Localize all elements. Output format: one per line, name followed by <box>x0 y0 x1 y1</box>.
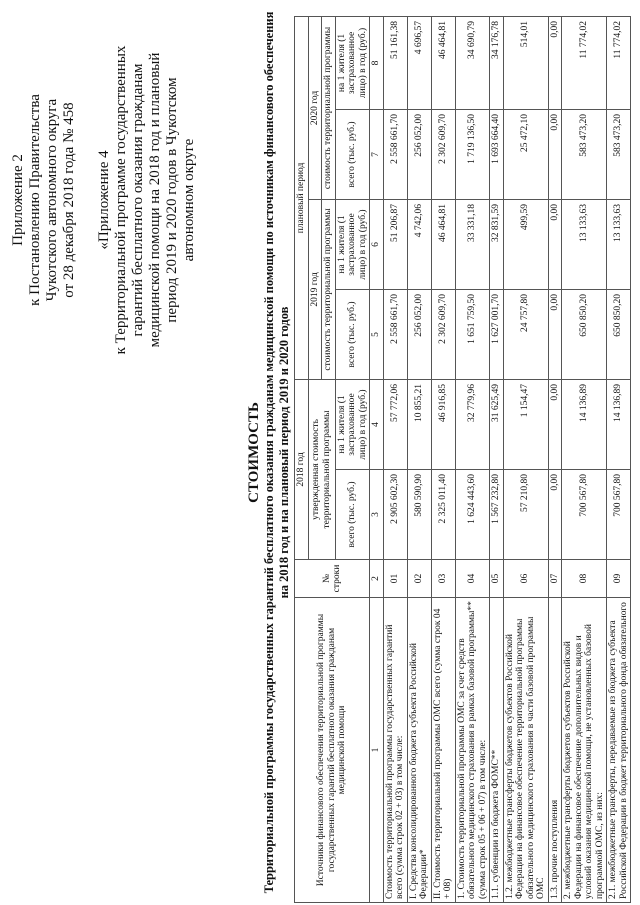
column-index: 4 <box>370 379 384 469</box>
value-cell: 1 719 136,50 <box>455 109 490 199</box>
header-plan-period: плановый период <box>295 16 309 379</box>
value-cell: 34 690,79 <box>455 16 490 109</box>
value-cell: 1 154,47 <box>503 379 548 469</box>
value-cell: 34 176,78 <box>490 16 504 109</box>
value-cell: 46 916,85 <box>431 379 455 469</box>
value-cell: 46 464,81 <box>431 16 455 109</box>
value-cell: 57 210,80 <box>503 470 548 560</box>
value-cell: 0,00 <box>548 470 562 560</box>
annex-line: период 2019 и 2020 годов в Чукотском <box>164 77 180 323</box>
header-per-capita: на 1 жителя (1 застрахованное лицо) в год (руб.) <box>335 16 370 109</box>
annex-line: к Постановлению Правительства <box>27 94 43 306</box>
row-name: 2.1. межбюджетные трансферты, передаваемые из бюджета субъекта Российской Федерации в бюджет территориального фонда обязательного <box>607 598 631 903</box>
annex-line: Чукотского автономного округа <box>44 98 60 302</box>
value-cell: 10 855,21 <box>407 379 431 469</box>
value-cell: 2 558 661,70 <box>383 109 407 199</box>
row-number: 01 <box>383 560 407 598</box>
value-cell: 2 558 661,70 <box>383 289 407 379</box>
value-cell: 0,00 <box>548 379 562 469</box>
annex-line: автономном округе <box>181 138 197 262</box>
value-cell: 2 905 602,30 <box>383 470 407 560</box>
table-row <box>431 16 455 902</box>
annex-line: к Территориальной программе государственных <box>113 45 129 355</box>
value-cell: 24 757,80 <box>503 289 548 379</box>
value-cell: 0,00 <box>548 109 562 199</box>
header-total: всего (тыс. руб.) <box>335 289 370 379</box>
value-cell: 1 627 001,70 <box>490 289 504 379</box>
header-2020: 2020 год <box>308 16 322 199</box>
value-cell: 499,59 <box>503 199 548 289</box>
value-cell: 57 772,06 <box>383 379 407 469</box>
header-total: всего (тыс. руб.) <box>335 470 370 560</box>
document-subtitle-period: на 2018 год и на плановый период 2019 и 2020 годов <box>277 306 291 599</box>
cost-table <box>294 16 631 903</box>
table-row <box>407 16 431 902</box>
header-total: всего (тыс. руб.) <box>335 109 370 199</box>
row-name: 1.3. прочие поступления <box>548 598 562 903</box>
document-title: СТОИМОСТЬ <box>246 402 262 503</box>
column-index: 8 <box>370 16 384 109</box>
header-approved-cost: утвержденная стоимость территориальной программы <box>308 379 335 559</box>
document-subtitle: Территориальной программы государственных гарантий бесплатного оказания гражданам медицинской помощи по источникам финансового обеспечения <box>262 11 276 894</box>
row-number: 09 <box>607 560 631 598</box>
value-cell: 700 567,80 <box>562 470 607 560</box>
header-per-capita: на 1 жителя (1 застрахованное лицо) в год (руб.) <box>335 199 370 289</box>
value-cell: 2 302 609,70 <box>431 109 455 199</box>
column-index: 7 <box>370 109 384 199</box>
value-cell: 0,00 <box>548 16 562 109</box>
value-cell: 580 590,90 <box>407 470 431 560</box>
value-cell: 650 850,20 <box>562 289 607 379</box>
annex-line: Приложение 2 <box>10 154 26 246</box>
value-cell: 256 052,00 <box>407 289 431 379</box>
column-index: 1 <box>370 598 384 903</box>
value-cell: 1 624 443,60 <box>455 470 490 560</box>
annex-line: «Приложение 4 <box>96 150 112 250</box>
row-number: 04 <box>455 560 490 598</box>
row-number: 03 <box>431 560 455 598</box>
value-cell: 1 693 664,40 <box>490 109 504 199</box>
annex-line: гарантий бесплатного оказания гражданам <box>130 63 146 337</box>
table-row <box>548 16 562 902</box>
header-cost-2019: стоимость территориальной программы <box>322 199 336 379</box>
column-index-row <box>370 16 384 902</box>
value-cell: 4 696,57 <box>407 16 431 109</box>
row-name: II. Стоимость территориальной программы ОМС всего (сумма строк 04 + 08) <box>431 598 455 903</box>
annex-line: медицинской помощи на 2018 год и плановый <box>147 52 163 348</box>
row-name: 1.1. субвенции из бюджета ФОМС** <box>490 598 504 903</box>
value-cell: 2 325 011,40 <box>431 470 455 560</box>
value-cell: 31 625,49 <box>490 379 504 469</box>
row-name: 2. межбюджетные трансферты бюджетов субъектов Российской Федерации на финансовое обеспечение дополнительных видов и условий оказания медицинской помощи, не установленных базовой программой ОМС, из них: <box>562 598 607 903</box>
value-cell: 13 133,63 <box>562 199 607 289</box>
value-cell: 51 206,87 <box>383 199 407 289</box>
value-cell: 14 136,89 <box>562 379 607 469</box>
value-cell: 11 774,02 <box>607 16 631 109</box>
row-number: 02 <box>407 560 431 598</box>
table-row <box>503 16 548 902</box>
value-cell: 2 302 609,70 <box>431 289 455 379</box>
value-cell: 700 567,80 <box>607 470 631 560</box>
value-cell: 583 473,20 <box>607 109 631 199</box>
value-cell: 32 779,96 <box>455 379 490 469</box>
value-cell: 4 742,06 <box>407 199 431 289</box>
value-cell: 32 831,59 <box>490 199 504 289</box>
row-name: I. Средства консолидированного бюджета субъекта Российской Федерации* <box>407 598 431 903</box>
table-row <box>607 16 631 902</box>
value-cell: 650 850,20 <box>607 289 631 379</box>
annex-line: от 28 декабря 2018 года № 458 <box>61 102 77 298</box>
column-index: 5 <box>370 289 384 379</box>
header-2018: 2018 год <box>295 379 309 559</box>
value-cell: 25 472,10 <box>503 109 548 199</box>
row-number: 07 <box>548 560 562 598</box>
value-cell: 1 651 759,50 <box>455 289 490 379</box>
header-row-number: № строки <box>295 560 370 598</box>
row-number: 08 <box>562 560 607 598</box>
row-number: 06 <box>503 560 548 598</box>
value-cell: 13 133,63 <box>607 199 631 289</box>
header-cost-2020: стоимость территориальной программы <box>322 16 336 199</box>
annex-sub-header <box>96 15 198 385</box>
column-index: 3 <box>370 470 384 560</box>
value-cell: 583 473,20 <box>562 109 607 199</box>
header-source: Источники финансового обеспечения территориальной программы государственных гарантий бесплатного оказания гражданам медицинской помощи <box>295 598 370 903</box>
value-cell: 46 464,81 <box>431 199 455 289</box>
row-name: 1. Стоимость территориальной программы ОМС за счет средств обязательного медицинского страхования в рамках базовой программы** (сумма строк 05 + 06 + 07) в том числе: <box>455 598 490 903</box>
table-row <box>562 16 607 902</box>
annex-header <box>10 15 78 385</box>
header-2019: 2019 год <box>308 199 322 379</box>
table-row <box>455 16 490 902</box>
value-cell: 33 331,18 <box>455 199 490 289</box>
value-cell: 514,01 <box>503 16 548 109</box>
table-row <box>490 16 504 902</box>
column-index: 6 <box>370 199 384 289</box>
column-index: 2 <box>370 560 384 598</box>
value-cell: 0,00 <box>548 199 562 289</box>
value-cell: 11 774,02 <box>562 16 607 109</box>
value-cell: 256 052,00 <box>407 109 431 199</box>
table-row <box>383 16 407 902</box>
value-cell: 51 161,38 <box>383 16 407 109</box>
value-cell: 0,00 <box>548 289 562 379</box>
row-name: Стоимость территориальной программы государственных гарантий всего (сумма строк 02 + 03) в том числе: <box>383 598 407 903</box>
row-number: 05 <box>490 560 504 598</box>
row-name: 1.2. межбюджетные трансферты бюджетов субъектов Российской Федерации на финансовое обеспечение территориальной программы обязательного медицинского страхования в части базовой программы ОМС <box>503 598 548 903</box>
value-cell: 14 136,89 <box>607 379 631 469</box>
value-cell: 1 567 232,80 <box>490 470 504 560</box>
header-per-capita: на 1 жителя (1 застрахованное лицо) в год (руб.) <box>335 379 370 469</box>
